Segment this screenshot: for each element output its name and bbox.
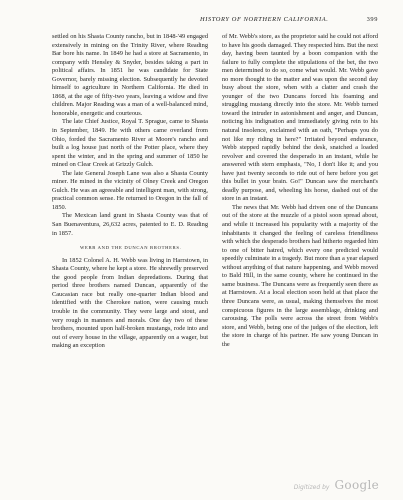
paragraph: The late Chief Justice, Royal T. Sprague, came to Shasta in September, 1849. He with others came overland from Ohio, forded the Sacramento River at Moore's rancho and built a log house just north of the Potter place, where they spent the winter, and in the spring and summer of 1850 he mined on Clear Creek at Grizzly Gulch. <box>52 118 208 169</box>
digitized-watermark <box>294 474 379 493</box>
google-logo-text: Google <box>334 478 379 492</box>
right-column <box>222 33 378 349</box>
paragraph: The Mexican land grant in Shasta County was that of San Buenaventura, 26,632 acres, patented to E. D. Reading in 1857. <box>52 212 208 237</box>
running-header <box>0 14 378 26</box>
digitized-by-text: Digitized by <box>293 484 330 491</box>
paragraph: of Mr. Webb's store, as the proprietor said he could not afford to have his goods damaged. They respected him. But the next day, having been taunted by a boon companion with the failure to fully complete the stipulations of the bet, the two men determined to do so, come what would. Mr. Webb gave no more thought to the matter and was upon the second day busy about the store, when with a clatter and crash the younger of the two Duncans forced his foaming and struggling mustang directly into the store. Mr. Webb turned toward the intruder in astonishment and anger, and Duncan, noticing his indignation and immediately giving rein to his natural insolence, exclaimed with an oath, "Perhaps you do not like my riding in here?" Irritated beyond endurance, Webb stepped rapidly behind the desk, snatched a loaded revolver and covered the desperado in an instant, while he answered with stern emphasis, "No, I don't like it; and you have just twenty seconds to ride out of here before you get this bullet in your brain. Go!" Duncan saw the merchant's deadly purpose, and, wheeling his horse, dashed out of the store in an instant. <box>222 33 378 203</box>
paragraph: settled on his Shasta County rancho, but in 1848-'49 engaged extensively in mining on the Trinity River, where Reading Bar bore his name. In 1849 he had a store at Sacramento, in company with Hensley & Snyder, besides taking a part in political affairs. In 1851 he was candidate for State Governor, barely missing election. Subsequently he devoted himself to agriculture in Northern California. He died in 1868, at the age of fifty-two years, leaving a widow and five children. Major Reading was a man of a well-balanced mind, honorable, energetic and courteous. <box>52 33 208 117</box>
paragraph: The late General Joseph Lane was also a Shasta County miner. He mined in the vicinity of Olney Creek and Oregon Gulch. He was an agreeable and intelligent man, with strong, practical common sense. He returned to Oregon in the fall of 1850. <box>52 169 208 211</box>
page-number: 399 <box>366 16 378 23</box>
paragraph: In 1852 Colonel A. H. Webb was living in Harrstown, in Shasta County, where he kept a store. He shrewdly preserved the good people from Indian depredations. During that period three brothers named Duncan, apparently of the Caucasian race but really one-quarter Indian blood and identified with the Cherokee nation, were causing much trouble in the community. They were large and stout, and very rough in manners and morals. One day two of these brothers, mounted upon half-broken mustangs, rode into and out of every house in the village, apparently on a wager, but making an exception <box>52 256 208 350</box>
section-heading: WEBB AND THE DUNCAN BROTHERS. <box>80 245 182 251</box>
left-column <box>52 33 208 351</box>
running-title: HISTORY OF NORTHERN CALIFORNIA. <box>200 16 329 23</box>
paragraph: The news that Mr. Webb had driven one of the Duncans out of the store at the muzzle of a pistol soon spread about, and while it increased his popularity with a majority of the inhabitants it changed the feeling of careless friendliness with which the desperado brothers had hitherto regarded him to one of bitter hatred, which every one predicted would speedily culminate in a tragedy. But more than a year elapsed without anything of that nature happening, and Webb moved to Bald Hill, in the same county, where he continued in the same business. The Duncans were as frequently seen there as at Harrstown. At a local election soon held at that place the three Duncans were, as usual, making themselves the most conspicuous figures in the large assemblage, drinking and carousing. The polls were across the street from Webb's store, and Webb, being one of the judges of the election, left the store in charge of his partner. He saw young Duncan in the <box>222 203 378 348</box>
